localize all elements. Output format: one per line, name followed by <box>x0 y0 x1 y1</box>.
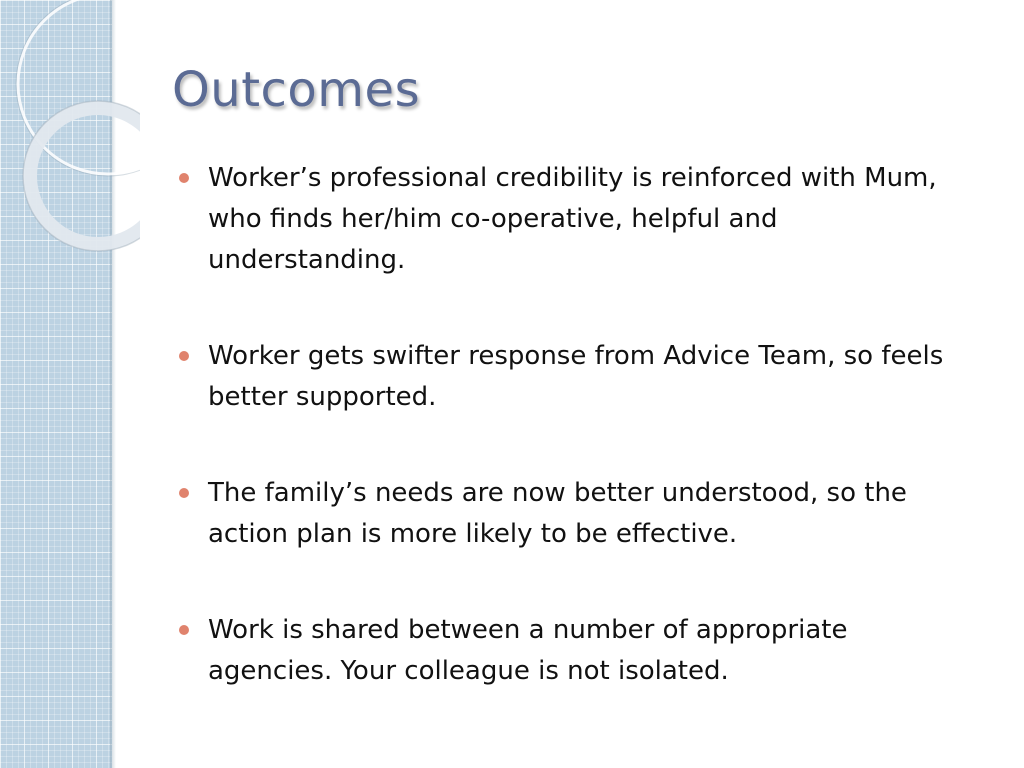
bullet-text: The family’s needs are now better understood, so the action plan is more likely to be effective. <box>208 478 907 549</box>
bullet-text: Worker’s professional credibility is reinforced with Mum, who finds her/him co-operative, helpful and understanding. <box>208 163 937 275</box>
bullet-dot-icon <box>179 488 189 498</box>
decorative-ring-small <box>30 108 140 244</box>
bullet-dot-icon <box>179 173 189 183</box>
bullet-dot-icon <box>179 625 189 635</box>
decorative-rings <box>0 0 140 260</box>
bullet-item <box>178 473 978 555</box>
bullet-text: Work is shared between a number of appropriate agencies. Your colleague is not isolated. <box>208 615 848 686</box>
bullet-item <box>178 336 978 418</box>
bullet-item <box>178 158 978 281</box>
bullet-item <box>178 610 978 692</box>
bullet-text: Worker gets swifter response from Advice Team, so feels better supported. <box>208 341 944 412</box>
bullet-dot-icon <box>179 351 189 361</box>
slide-title: Outcomes <box>172 62 421 118</box>
decorative-ring-small-shadow <box>23 101 140 251</box>
bullet-list <box>178 158 978 747</box>
